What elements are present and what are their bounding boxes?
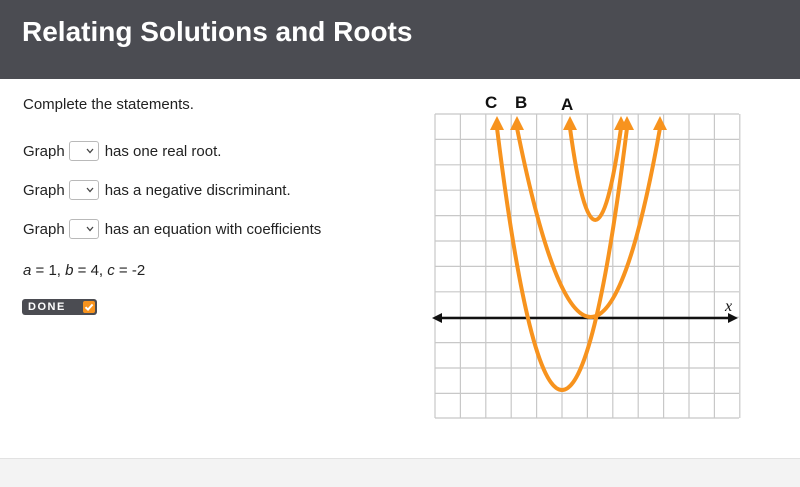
header-bar — [0, 0, 800, 79]
coefficients-text — [23, 262, 145, 279]
arrowhead — [653, 116, 667, 130]
arrowhead — [563, 116, 577, 130]
statement-1 — [23, 139, 221, 163]
instruction-text: Complete the statements. — [23, 96, 194, 113]
coef-c-val: = -2 — [114, 262, 146, 279]
chevron-down-icon — [86, 148, 94, 154]
done-label: DONE — [28, 301, 66, 313]
arrowhead — [510, 116, 524, 130]
statement-prefix: Graph — [23, 181, 65, 199]
statement-prefix: Graph — [23, 220, 65, 238]
graph-select-2[interactable] — [69, 180, 99, 200]
coef-b-var: b — [65, 262, 74, 279]
coef-b-val: = 4, — [73, 262, 108, 279]
statement-prefix: Graph — [23, 142, 65, 160]
statement-suffix: has one real root. — [104, 142, 222, 160]
coef-c-var: c — [107, 262, 115, 279]
statement-suffix: has an equation with coefficients — [104, 220, 322, 238]
statement-3 — [23, 217, 321, 241]
statement-2 — [23, 178, 291, 202]
statement-suffix: has a negative discriminant. — [104, 181, 291, 199]
done-button[interactable] — [22, 299, 97, 315]
grid-lines — [435, 114, 740, 418]
chevron-down-icon — [86, 187, 94, 193]
arrowhead — [490, 116, 504, 130]
curve-label-a: A — [561, 95, 574, 114]
footer-bar — [0, 458, 800, 487]
coef-a-val: = 1, — [31, 262, 66, 279]
coef-a-var: a — [23, 262, 32, 279]
graph-select-1[interactable] — [69, 141, 99, 161]
graph-select-3[interactable] — [69, 219, 99, 239]
curve-label-c: C — [485, 93, 498, 112]
checkmark-icon — [83, 301, 95, 313]
chevron-down-icon — [86, 226, 94, 232]
x-axis-label: x — [725, 298, 733, 315]
page-title: Relating Solutions and Roots — [22, 16, 413, 47]
curve-label-b: B — [515, 93, 528, 112]
parabola-graph — [425, 86, 745, 426]
